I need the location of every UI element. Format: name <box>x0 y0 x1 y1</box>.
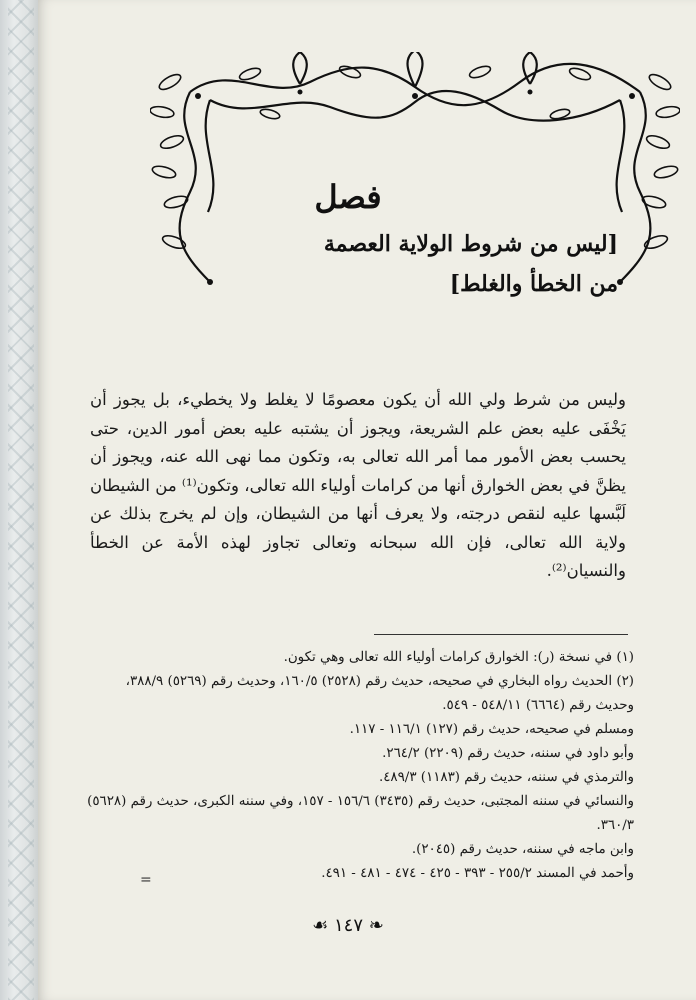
footnote-2-continuation: ومسلم في صحيحه، حديث رقم (١٢٧) ١١٦/١ - ١١٧. <box>349 722 634 737</box>
main-paragraph: وليس من شرط ولي الله أن يكون معصومًا لا يغلط ولا يخطيء، بل يجوز أن يَخْفَى عليه بعض علم الشريعة، ويجوز أن يشتبه عليه بعض أمور الدين، حتى يحسب بعض الأمور مما أمر الله تعالى به، وتكون مما نهى الله عنه، ويجوز أن يظنَّ في بعض الخوارق أنها من كرامات أولياء الله تعالى، وتكون⁽¹⁾ من الشيطان لَبَّسها عليه لنقص درجته، ولا يعرف أنها من الشيطان، وإن لم يخرج بذلك عن ولاية الله تعالى، فإن الله سبحانه وتعالى تجاوز لهذه الأمة عن الخطأ والنسيان⁽²⁾. <box>90 390 626 580</box>
chapter-title-line-2: من الخطأ والغلط] <box>449 271 618 297</box>
page-number-ornament-right: ☙ <box>312 915 329 936</box>
footnote-2-continuation: والنسائي في سننه المجتبى، حديث رقم (٣٤٣٥) ١٥٦/٦ - ١٥٧، وفي سننه الكبرى، حديث رقم (٥٦٢٨) ٣٦٠/٣. <box>87 794 634 833</box>
page-edge <box>0 0 40 1000</box>
chapter-title <box>178 224 618 304</box>
footnote-separator <box>374 634 628 635</box>
footnote-2-continuation: وأحمد في المسند ٢٥٥/٢ - ٣٩٣ - ٤٢٥ - ٤٧٤ - ٤٨١ - ٤٩١. <box>321 866 634 881</box>
footnote-2: (٢) الحديث رواه البخاري في صحيحه، حديث رقم (٢٥٢٨) ١٦٠/٥، وحديث رقم (٥٢٦٩) ٣٨٨/٩، وحديث رقم (٦٦٦٤) ٥٤٨/١١ - ٥٤٩. <box>125 674 634 713</box>
chapter-label: فصل <box>314 178 382 216</box>
footnote-1: (١) في نسخة (ر): الخوارق كرامات أولياء الله تعالى وهي تكون. <box>283 650 634 665</box>
page-number <box>0 915 696 936</box>
footnote-2-continuation: وأبو داود في سننه، حديث رقم (٢٢٠٩) ٢٦٤/٢. <box>382 746 634 761</box>
page-number-value: ١٤٧ <box>334 915 364 936</box>
footnote-2-continuation: وابن ماجه في سننه، حديث رقم (٢٠٤٥). <box>411 842 634 857</box>
page-edge-pattern <box>8 0 34 1000</box>
footnote-2-continuation: والترمذي في سننه، حديث رقم (١١٨٣) ٤٨٩/٣. <box>378 770 634 785</box>
main-text <box>90 386 626 586</box>
continuation-mark: = <box>140 872 152 888</box>
footnotes <box>86 646 634 886</box>
chapter-title-line-1: [ليس من شروط الولاية العصمة <box>323 231 618 257</box>
page-number-ornament-left: ❧ <box>368 915 384 936</box>
